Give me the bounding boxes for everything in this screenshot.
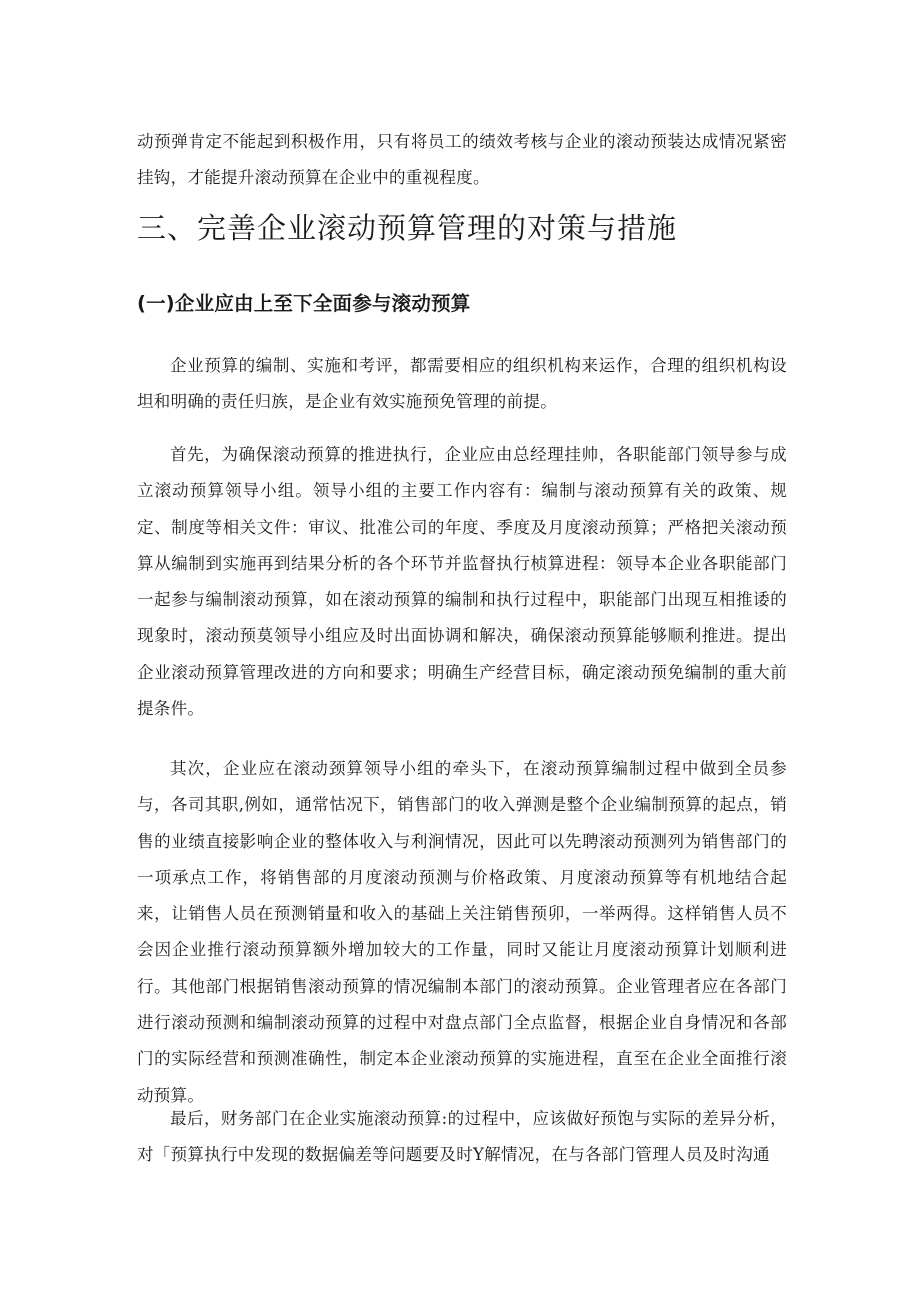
- paragraph-first: 首先，为确保滚动预算的推进执行，企业应由总经理挂帅，各职能部门领导参与成立滚动预算领导小组。领导小组的主要工作内容有：编制与滚动预算有关的政策、规定、制度等相关文件：审议、批准公司的年度、季度及月度滚动预算；严格把关滚动预算从编制到实施再到结果分析的各个环节并监督执行桢算进程：领导本企业各职能部门一起参与编制滚动预算，如在滚动预算的编制和执行过程中，职能部门出现互相推诿的现象时，滚动预莫领导小组应及时出面协调和解决，确保滚动预算能够顺利推进。提出企业滚动预算管理改进的方向和要求；明确生产经营目标，确定滚动预免编制的重大前提条件。: [137, 445, 787, 719]
- paragraph-continued: 动预弹肯定不能起到积极作用，只有将员工的绩效考核与企业的滚动预装达成情况紧密挂钩，才能提升滚动预算在企业中的重视程度。: [137, 132, 787, 188]
- paragraph-last: 最后，财务部门在企业实施滚动预算:的过程中，应该做好预饱与实际的差异分析，对「预算执行中发现的数据偏差等问题要及时Y解情况，在与各部门管理人员及时沟通: [137, 1109, 787, 1165]
- section-heading: 三、完善企业滚动预算管理的对策与措施: [137, 211, 678, 245]
- paragraph-second: 其次，企业应在滚动颈算领导小组的牵头下，在滚动预算编制过程中做到全员参与，各司其职,例如，通常怙况下，销售部门的收入弹测是整个企业编制预算的起点，销售的业绩直接影响企业的整体收入与利涧情况，因此可以先聘滚动预测列为销售部门的一项承点工作，将销售部的月度滚动预测与价格政策、月度滚动预算等有机地结合起来，让销售人员在预测销量和收入的基础上关注销售预卯，一举两得。这样销售人员不会因企业推行滚动预算额外增加较大的工作量，同时又能让月度滚动预算计划顺利进行。其他部门根据销售滚动预算的情况编制本部门的滚动预算。企业管理者应在各部门进行滚动预测和编制滚动预算的过程中对盘点部门全点监督，根据企业自身情况和各部门的实际经营和预测准确性，制定本企业滚动预算的实施进程，直至在企业全面推行滚动预算。: [137, 759, 787, 1105]
- subsection-heading: (一)企业应由上至下全面参与滚动预算: [137, 292, 471, 315]
- paragraph-organization: 企业预算的编制、实施和考评，都需要相应的组织机构来运作，合理的组织机构设坦和明确的责任归族，是企业有效实施预免管理的前提。: [137, 356, 787, 412]
